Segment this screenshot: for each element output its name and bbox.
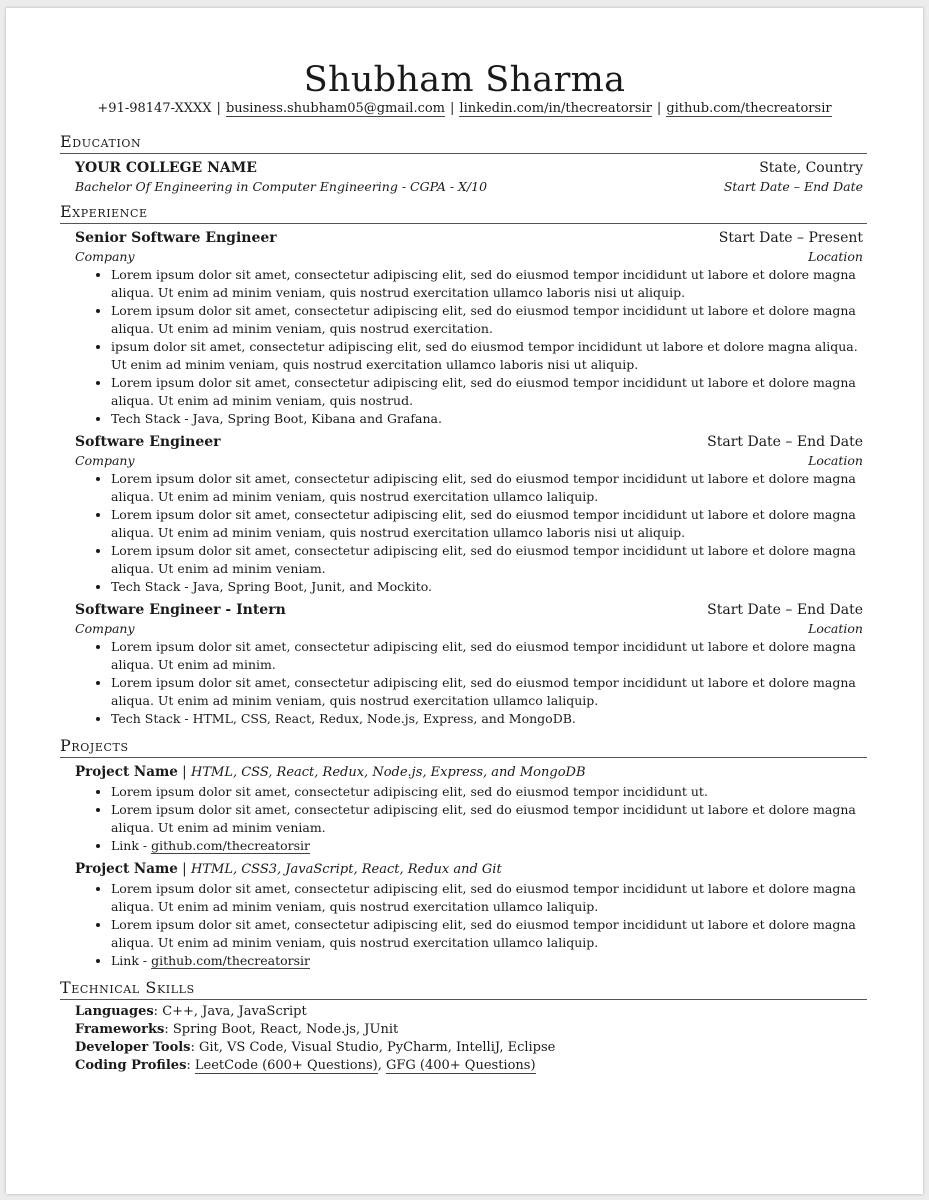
education-dates: Start Date – End Date — [723, 179, 863, 194]
experience-section — [60, 202, 863, 728]
job-entry — [75, 432, 863, 596]
project-tech: HTML, CSS, React, Redux, Node.js, Express, and MongoDB — [191, 765, 586, 780]
job-subline — [75, 620, 863, 638]
resume-page — [6, 8, 923, 1194]
colon: : — [190, 1040, 200, 1055]
skill-label: Frameworks — [75, 1022, 165, 1037]
bullet-item: • Lorem ipsum dolor sit amet, consectetur adipiscing elit, sed do eiusmod tempor incididunt ut labore et dolore magna aliqua. Ut enim ad minim veniam, quis nostrud exercitation ullamco laliquip. — [111, 880, 863, 916]
job-header — [75, 228, 863, 248]
job-title: Senior Software Engineer — [75, 230, 277, 246]
section-title-projects: Projects — [60, 736, 867, 758]
school-location: State, Country — [759, 160, 863, 176]
email-link[interactable]: business.shubham05@gmail.com — [225, 101, 446, 116]
bullet-item: • Lorem ipsum dolor sit amet, consectetur adipiscing elit, sed do eiusmod tempor incididunt ut. — [111, 783, 863, 801]
job-subline — [75, 248, 863, 266]
contact-line — [66, 100, 863, 118]
bullet-item: • Lorem ipsum dolor sit amet, consectetur adipiscing elit, sed do eiusmod tempor incididunt ut labore et dolore magna aliqua. Ut enim ad minim veniam. — [111, 801, 863, 837]
job-dates: Start Date – End Date — [707, 434, 863, 450]
job-subline — [75, 452, 863, 470]
job-location: Location — [808, 621, 863, 636]
link-prefix: Link - — [111, 953, 152, 968]
education-entry — [75, 158, 863, 178]
bullet-item: • Tech Stack - HTML, CSS, React, Redux, Node.js, Express, and MongoDB. — [111, 710, 863, 728]
bullet-item: • Lorem ipsum dolor sit amet, consectetur adipiscing elit, sed do eiusmod tempor incididunt ut labore et dolore magna aliqua. Ut enim ad minim veniam, quis nostrud exercitation ullamco laliquip. — [111, 674, 863, 710]
company-name: Company — [75, 453, 135, 468]
bullet-item — [111, 837, 863, 855]
education-section — [60, 132, 863, 196]
company-name: Company — [75, 621, 135, 636]
bullet-item: • Tech Stack - Java, Spring Boot, Junit, and Mockito. — [111, 578, 863, 596]
project-bullets — [75, 783, 863, 855]
skills-row-languages — [75, 1003, 863, 1021]
separator: | — [182, 764, 191, 780]
candidate-name: Shubham Sharma — [303, 60, 626, 100]
colon: : — [153, 1004, 163, 1019]
bullet-item: • Lorem ipsum dolor sit amet, consectetur adipiscing elit, sed do eiusmod tempor incididunt ut labore et dolore magna aliqua. Ut enim ad minim. — [111, 638, 863, 674]
separator: | — [182, 861, 191, 877]
project-tech: HTML, CSS3, JavaScript, React, Redux and Git — [191, 862, 502, 877]
section-title-experience: Experience — [60, 202, 867, 224]
job-header — [75, 432, 863, 452]
project-name: Project Name — [75, 764, 178, 780]
skills-row-profiles — [75, 1057, 863, 1075]
job-entry — [75, 600, 863, 728]
project-header — [75, 762, 863, 783]
job-location: Location — [808, 249, 863, 264]
comma: , — [377, 1058, 386, 1073]
bullet-item: • ipsum dolor sit amet, consectetur adipiscing elit, sed do eiusmod tempor incididunt ut labore et dolore magna aliqua. Ut enim ad minim veniam, quis nostrud exercitation ullamco laboris nisi ut aliquip. — [111, 338, 863, 374]
project-entry — [75, 859, 863, 970]
job-bullets — [75, 266, 863, 428]
job-header — [75, 600, 863, 620]
skills-row-frameworks — [75, 1021, 863, 1039]
bullet-item: • Lorem ipsum dolor sit amet, consectetur adipiscing elit, sed do eiusmod tempor incididunt ut labore et dolore magna aliqua. Ut enim ad minim veniam, quis nostrud exercitation ullamco laliquip. — [111, 470, 863, 506]
project-entry — [75, 762, 863, 855]
linkedin-link[interactable]: linkedin.com/in/thecreatorsir — [459, 101, 652, 116]
leetcode-link[interactable]: LeetCode (600+ Questions) — [194, 1058, 378, 1073]
colon: : — [164, 1022, 173, 1037]
job-title: Software Engineer - Intern — [75, 602, 286, 618]
section-title-education: Education — [60, 132, 867, 154]
job-bullets — [75, 470, 863, 596]
education-subline — [75, 178, 863, 196]
bullet-item — [111, 952, 863, 970]
skill-values: C++, Java, JavaScript — [162, 1004, 307, 1019]
separator: | — [656, 101, 662, 116]
separator: | — [450, 101, 455, 116]
job-dates: Start Date – Present — [718, 230, 863, 246]
section-title-skills: Technical Skills — [60, 978, 867, 1000]
projects-section — [60, 736, 863, 970]
school-name: YOUR COLLEGE NAME — [75, 160, 257, 176]
project-header — [75, 859, 863, 880]
colon: : — [186, 1058, 195, 1073]
bullet-item: • Tech Stack - Java, Spring Boot, Kibana and Grafana. — [111, 410, 863, 428]
bullet-item: • Lorem ipsum dolor sit amet, consectetur adipiscing elit, sed do eiusmod tempor incididunt ut labore et dolore magna aliqua. Ut enim ad minim veniam. — [111, 542, 863, 578]
gfg-link[interactable]: GFG (400+ Questions) — [385, 1058, 536, 1073]
skill-values: Spring Boot, React, Node.js, JUnit — [172, 1022, 399, 1037]
bullet-item: • Lorem ipsum dolor sit amet, consectetur adipiscing elit, sed do eiusmod tempor incididunt ut labore et dolore magna aliqua. Ut enim ad minim veniam, quis nostrud exercitation ullamco laboris nisi ut aliquip. — [111, 506, 863, 542]
project-link[interactable]: github.com/thecreatorsir — [151, 953, 311, 968]
job-bullets — [75, 638, 863, 728]
skills-section — [60, 978, 863, 1075]
separator: | — [216, 101, 221, 116]
project-bullets — [75, 880, 863, 970]
link-prefix: Link - — [111, 838, 152, 853]
skill-label: Coding Profiles — [75, 1058, 187, 1073]
degree: Bachelor Of Engineering in Computer Engineering - CGPA - X/10 — [75, 179, 488, 194]
project-name: Project Name — [75, 861, 178, 877]
job-dates: Start Date – End Date — [707, 602, 863, 618]
skill-values: Git, VS Code, Visual Studio, PyCharm, IntelliJ, Eclipse — [199, 1040, 556, 1055]
skill-label: Languages — [75, 1004, 154, 1019]
skill-label: Developer Tools — [75, 1040, 191, 1055]
job-title: Software Engineer — [75, 434, 221, 450]
skills-row-tools — [75, 1039, 863, 1057]
bullet-item: • Lorem ipsum dolor sit amet, consectetur adipiscing elit, sed do eiusmod tempor incididunt ut labore et dolore magna aliqua. Ut enim ad minim veniam, quis nostrud exercitation. — [111, 302, 863, 338]
job-location: Location — [808, 453, 863, 468]
bullet-item: • Lorem ipsum dolor sit amet, consectetur adipiscing elit, sed do eiusmod tempor incididunt ut labore et dolore magna aliqua. Ut enim ad minim veniam, quis nostrud. — [111, 374, 863, 410]
company-name: Company — [75, 249, 135, 264]
bullet-item: • Lorem ipsum dolor sit amet, consectetur adipiscing elit, sed do eiusmod tempor incididunt ut labore et dolore magna aliqua. Ut enim ad minim veniam, quis nostrud exercitation ullamco laliquip. — [111, 916, 863, 952]
github-link[interactable]: github.com/thecreatorsir — [666, 101, 832, 116]
bullet-item: • Lorem ipsum dolor sit amet, consectetur adipiscing elit, sed do eiusmod tempor incididunt ut labore et dolore magna aliqua. Ut enim ad minim veniam, quis nostrud exercitation ullamco laboris nisi ut aliquip. — [111, 266, 863, 302]
project-link[interactable]: github.com/thecreatorsir — [151, 838, 311, 853]
phone-number: +91-98147-XXXX — [97, 101, 212, 116]
job-entry — [75, 228, 863, 428]
skills-list — [66, 1003, 863, 1075]
